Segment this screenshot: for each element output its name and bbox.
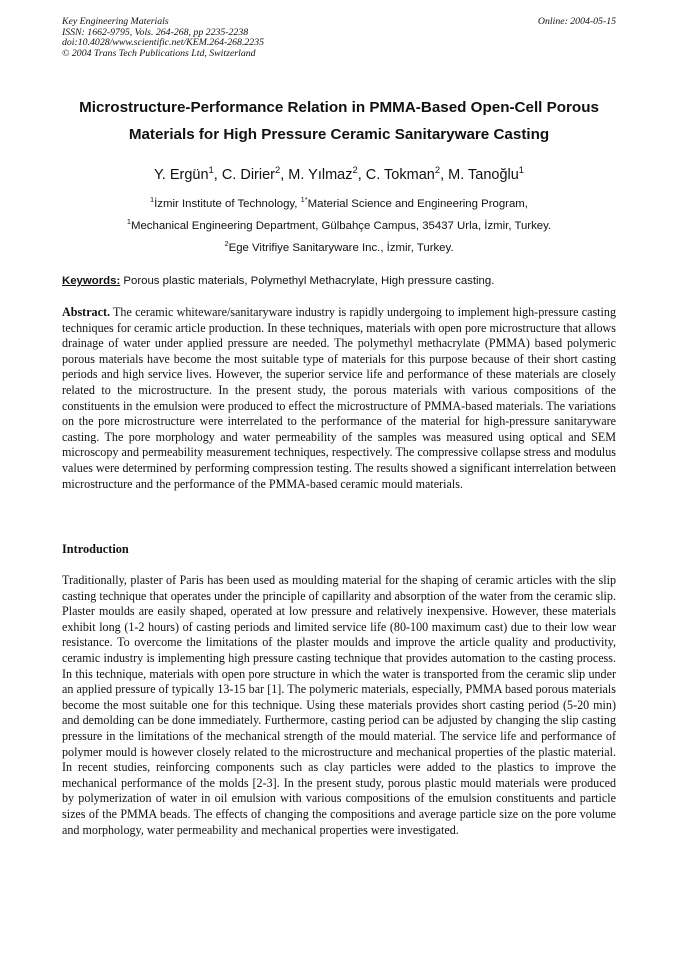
affil-text: Mechanical Engineering Department, Gülbahçe Campus, 35437 Urla, İzmir, Turkey. — [130, 220, 552, 232]
author-name: Y. Ergün — [153, 167, 209, 183]
author-affil-mark: 1 — [208, 164, 214, 176]
author-affil-mark: 2 — [274, 164, 281, 176]
author-affil-mark: 2 — [352, 164, 358, 176]
abstract-text: The ceramic whiteware/sanitaryware industry is rapidly undergoing to implement high-pressure casting techniques for ceramic article production. In these techniques, materials with open pore microstructure that allows drainage of water under applied pressure are needed. The polymethyl methacrylate (PMMA) based polymeric porous materials have become the most suitable type of materials for this purpose because of their short casting periods and high service lives. However, the superior service life and performance of these materials are closely related to the microstructure. In the present study, the porous materials with various compositions of the constituents in the emulsion were produced to effect the microstructure of PMMA-based materials. The variations on the pore microstructure were interrelated to the performance of the material for high-pressure sanitaryware casting. The pore morphology and water permeability of the samples was measured using optical and SEM microscopy and permeability measurement techniques, respectively. The compressive collapse stress and modulus values were determined by performing compression testing. The results showed a significant interrelation between microstructure and the performance of the PMMA-based ceramic mould materials. — [62, 305, 616, 491]
affil-mark: 1 — [150, 195, 155, 205]
author — [221, 164, 289, 183]
author-name: C. Dirier — [221, 167, 275, 183]
author-separator: , — [357, 167, 366, 183]
issn-line: ISSN: 1662-9795, Vols. 264-268, pp 2235-2238 — [62, 26, 249, 38]
keywords-label: Keywords: — [62, 275, 121, 287]
author-affil-mark: 1 — [518, 164, 525, 176]
abstract-label: Abstract. — [62, 305, 111, 319]
affiliation-line-3 — [40, 237, 638, 259]
author — [153, 164, 222, 183]
affil-text: Material Science and Engineering Program, — [307, 198, 528, 210]
journal-name: Key Engineering Materials — [62, 16, 169, 27]
author-separator: , — [440, 167, 449, 183]
abstract — [62, 305, 616, 492]
title-line-2: Materials for High Pressure Ceramic Sanitaryware Casting — [128, 126, 550, 143]
affil-text: İzmir Institute of Technology, — [154, 198, 301, 210]
keywords-text: Porous plastic materials, Polymethyl Methacrylate, High pressure casting. — [120, 275, 495, 287]
title-line-1: Microstructure-Performance Relation in PMMA-Based Open-Cell Porous — [79, 99, 599, 116]
journal-header — [62, 17, 616, 59]
author-name: C. Tokman — [365, 167, 435, 183]
author-name: M. Tanoğlu — [448, 167, 519, 183]
keywords — [62, 274, 616, 288]
doi-line: doi:10.4028/www.scientific.net/KEM.264-268.2235 — [62, 37, 264, 49]
affiliation-list — [40, 193, 638, 259]
author-separator: , — [213, 167, 222, 183]
online-date: Online: 2004-05-15 — [537, 16, 616, 27]
affil-text: Ege Vitrifiye Sanitaryware Inc., İzmir, Turkey. — [228, 242, 454, 254]
affiliation-line-2 — [40, 215, 638, 237]
affiliation-line-1 — [40, 193, 638, 215]
copyright-line: © 2004 Trans Tech Publications Ltd, Switzerland — [62, 47, 256, 59]
author-name: M. Yılmaz — [288, 167, 353, 183]
affil-mark: 1 — [126, 217, 131, 227]
paper-title — [40, 94, 638, 148]
section-heading-introduction: Introduction — [62, 542, 129, 556]
introduction-paragraph: Traditionally, plaster of Paris has been used as moulding material for the shaping of ceramic articles with the slip casting technique that operates under the principle of capillarity and absorption of the water from the ceramic slip. Plaster moulds are easily shaped, operated at low pressure and relatively inexpensive. However, these materials exhibit long (1-2 hours) of casting periods and limited service life (80-100 maximum cast) due to their low wear resistance. To overcome the limitations of the plaster moulds and improve the article quality and productivity, ceramic industry is implementing high pressure casting technique that provides automation to the casting process. In this technique, materials with open pore structure in which the water is transported from the ceramic slip under an applied pressure of typically 13-15 bar [1]. The polymeric materials, especially, PMMA based porous materials become the most suitable one for this technique. Using these materials provides short casting period (5-20 min) and demolding can be done immediately. Furthermore, casting period can be adjusted by changing the slip casting pressure in the limitations of the mechanical strength of the mould material. The service life and performance of polymer mould is however closely related to the microstructure and mechanical properties of the plastic material. In recent studies, reinforcing components such as clay particles were added to the plastics to improve the mechanical performance of the molds [2-3]. In the present study, porous plastic mould materials were produced by polymerization of water in oil emulsion with various compositions of the emulsion constituents and particle sizes of the PMMA beads. The effects of changing the compositions and average particle size on the pore volume and morphology, water permeability and mechanical properties were investigated. — [62, 573, 616, 837]
affil-mark: 1* — [300, 195, 308, 205]
author — [448, 164, 525, 183]
author-separator: , — [280, 167, 289, 183]
author-affil-mark: 2 — [434, 164, 441, 176]
author — [365, 164, 449, 183]
author-list — [40, 165, 638, 185]
affil-mark: 2 — [224, 239, 229, 249]
author — [288, 164, 366, 183]
